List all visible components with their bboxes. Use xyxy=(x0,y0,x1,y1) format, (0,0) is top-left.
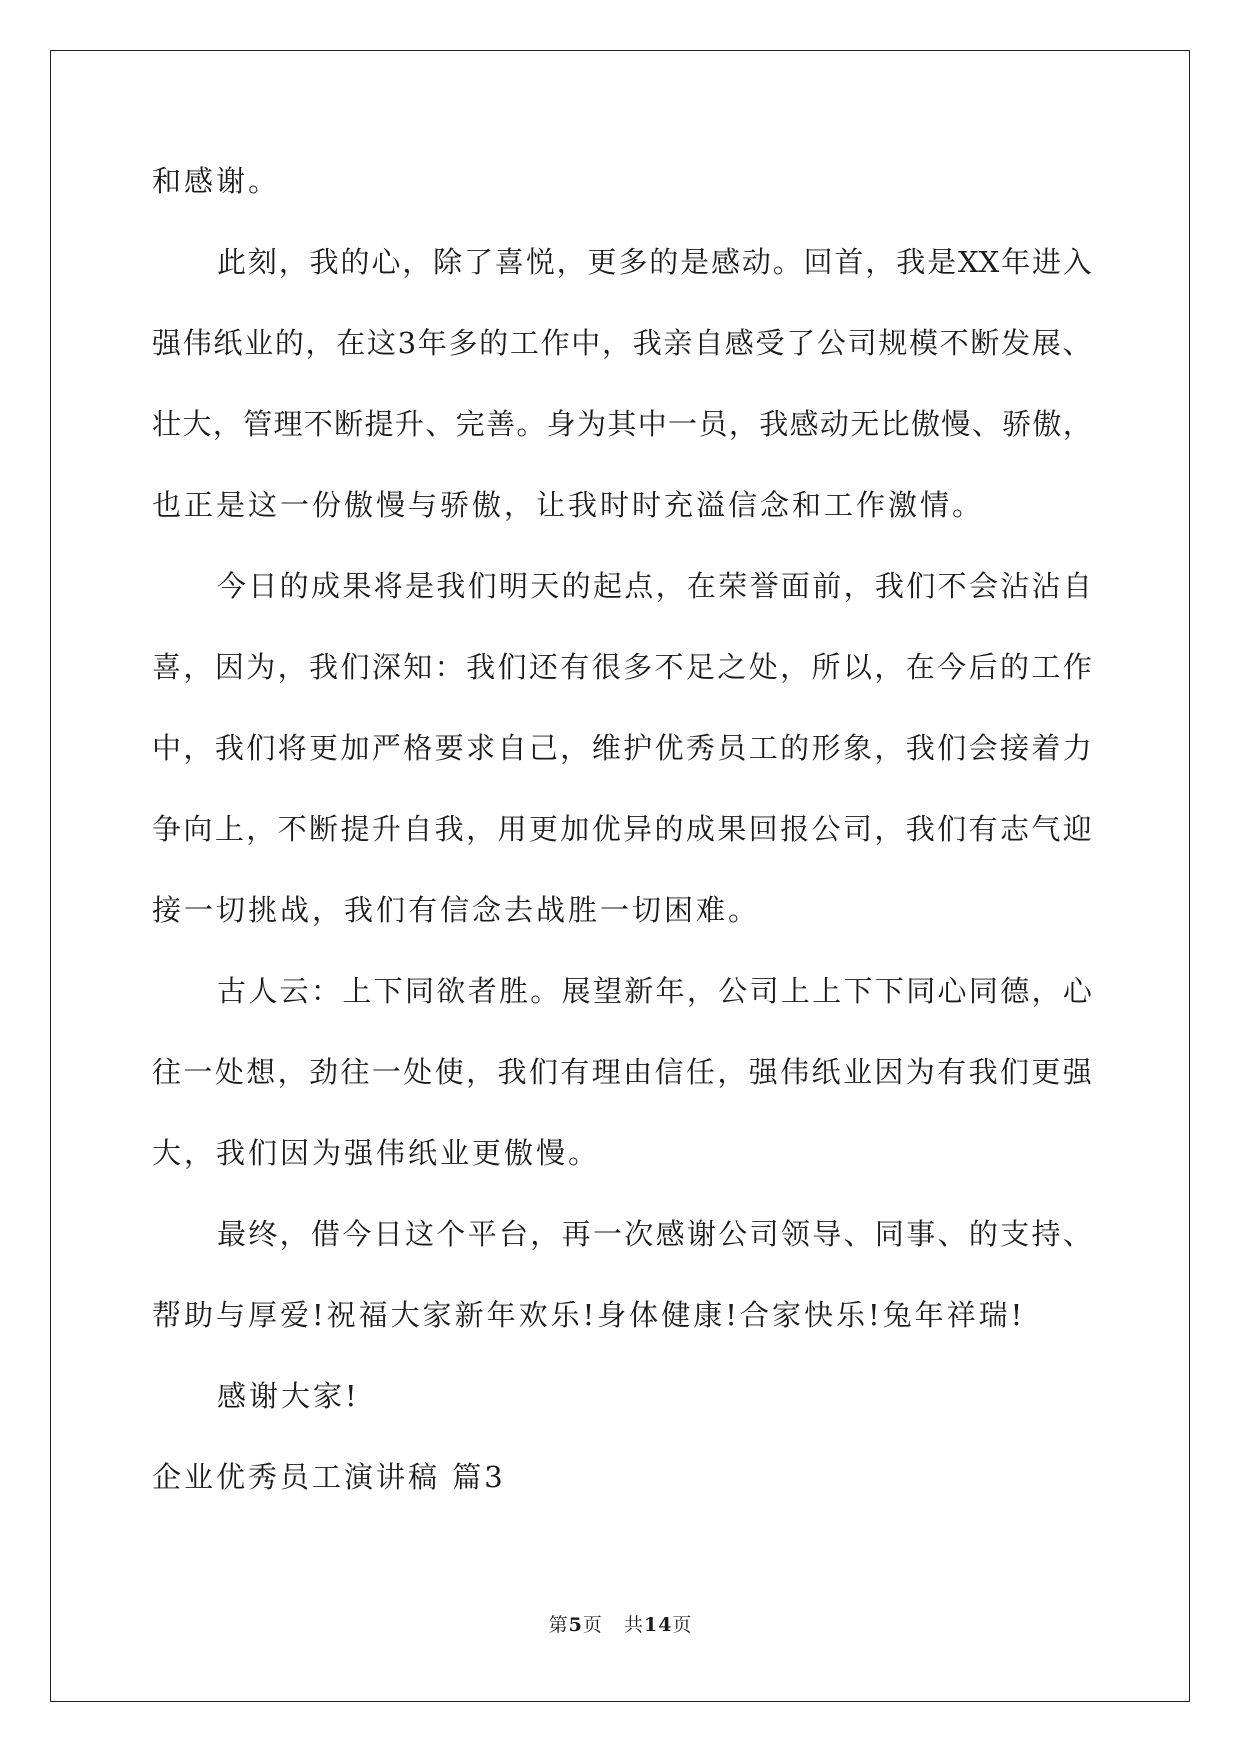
total-pages-number: 14 xyxy=(643,1614,673,1636)
text-line: 中 ， 我 们 将 更 加 严 格 要 求 自 己 ， 维 护 优 秀 员 工 的 形 象 ， 我 们 会 接 着 力 xyxy=(152,731,1092,765)
page-footer xyxy=(0,1610,1241,1637)
current-page-number: 5 xyxy=(568,1614,583,1636)
text-line: 感谢大家! xyxy=(217,1379,360,1413)
text-line: 争 向 上 ， 不 断 提 升 自 我 ， 用 更 加 优 异 的 成 果 回 报 公 司 ， 我 们 有 志 气 迎 xyxy=(152,812,1092,846)
text-line: 接一切挑战，我们有信念去战胜一切困难。 xyxy=(152,893,761,927)
text-line: 往 一 处 想 ， 劲 往 一 处 使 ， 我 们 有 理 由 信 任 ， 强 伟 纸 业 因 为 有 我 们 更 强 xyxy=(152,1055,1092,1089)
document-body xyxy=(152,158,1092,1535)
text-line: 古 人 云 ： 上 下 同 欲 者 胜 。 展 望 新 年 ， 公 司 上 上 下 下 同 心 同 德 ， 心 xyxy=(217,974,1092,1008)
text-line: 此 刻 ， 我 的 心 ， 除 了 喜 悦 ， 更 多 的 是 感 动 。 回 首 ， 我 是 XX 年 进 入 xyxy=(217,245,1092,279)
text-line: 最 终 ， 借 今 日 这 个 平 台 ， 再 一 次 感 谢 公 司 领 导 、 同 事 、 的 支 持 、 xyxy=(217,1217,1092,1251)
text-line: 喜 ， 因 为 ， 我 们 深 知 ： 我 们 还 有 很 多 不 足 之 处 ， 所 以 ， 在 今 后 的 工 作 xyxy=(152,650,1092,684)
footer-total-prefix: 共 xyxy=(623,1614,644,1636)
text-line: 今 日 的 成 果 将 是 我 们 明 天 的 起 点 ， 在 荣 誉 面 前 ， 我 们 不 会 沾 沾 自 xyxy=(217,569,1092,603)
text-line: 壮 大 ， 管 理 不 断 提 升 、 完 善 。 身 为 其 中 一 员 ， 我 感 动 无 比 傲 慢 、 骄 傲 ， xyxy=(152,407,1092,441)
text-line: 大，我们因为强伟纸业更傲慢。 xyxy=(152,1136,601,1170)
footer-prefix: 第 xyxy=(548,1614,569,1636)
footer-page-unit: 页 xyxy=(582,1614,603,1636)
text-line: 企业优秀员工演讲稿 篇3 xyxy=(152,1460,506,1494)
text-line: 帮助与厚爱!祝福大家新年欢乐!身体健康!合家快乐!兔年祥瑞! xyxy=(152,1298,1026,1332)
footer-total-unit: 页 xyxy=(672,1614,693,1636)
text-line: 和感谢。 xyxy=(152,164,281,198)
text-line: 强 伟 纸 业 的 ， 在 这 3 年 多 的 工 作 中 ， 我 亲 自 感 受 了 公 司 规 模 不 断 发 展 、 xyxy=(152,326,1092,360)
text-line: 也正是这一份傲慢与骄傲，让我时时充溢信念和工作激情。 xyxy=(152,488,985,522)
